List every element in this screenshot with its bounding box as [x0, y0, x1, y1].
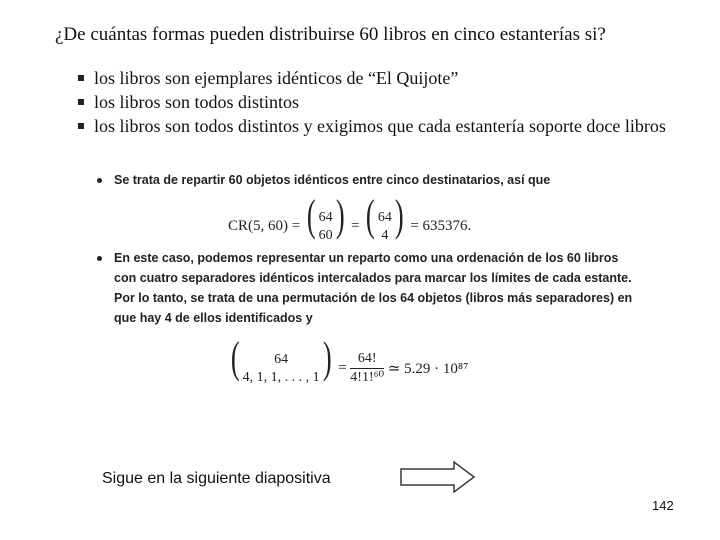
bullet-item	[78, 66, 666, 90]
page-number: 142	[652, 498, 674, 513]
slide-question: ¿De cuántas formas pueden distribuirse 60 libros en cinco estanterías si?	[55, 24, 606, 45]
equation-cr: CR(5, 60) = ( 64 60 ) = ( 64 4 ) = 635376.	[228, 191, 472, 243]
dot-bullet-icon	[97, 256, 102, 261]
binomial-1: 64 60	[318, 209, 333, 243]
square-bullet-icon	[78, 75, 84, 81]
equation-multinomial: ( 64 4, 1, 1, . . . , 1 ) = $\frac{64!}{\text{4!1!⁶⁰}}$ ≃ 5.29 · 10⁸⁷	[230, 333, 469, 386]
solution-text: que hay 4 de ellos identificados y	[114, 311, 313, 325]
eq-lhs: CR(5, 60) =	[228, 218, 301, 235]
bullet-list	[78, 66, 666, 138]
dot-bullet-icon	[97, 178, 102, 183]
bullet-item	[78, 90, 666, 114]
multinomial: 64 4, 1, 1, . . . , 1	[242, 351, 320, 385]
solution-text: Por lo tanto, se trata de una permutación de los 64 objetos (libros más separadores) en	[114, 291, 633, 305]
square-bullet-icon	[78, 99, 84, 105]
fraction: $\frac{64!}{\text{4!1!⁶⁰}}$	[350, 351, 385, 386]
eq-result: = 635376.	[410, 218, 472, 235]
continue-text: Sigue en la siguiente diapositiva	[102, 470, 331, 487]
eq-approx: ≃ 5.29 · 10⁸⁷	[387, 361, 469, 378]
bullet-text: los libros son todos distintos y exigimos que cada estantería soporte doce libros	[94, 116, 666, 136]
bullet-text: los libros son todos distintos	[94, 92, 300, 112]
binomial-2: 64 4	[377, 209, 392, 243]
solution-text: con cuatro separadores idénticos intercalados para marcar los límites de cada estante.	[114, 271, 632, 285]
solution-text: En este caso, podemos representar un reparto como una ordenación de los 60 libros	[114, 251, 619, 265]
bullet-text: los libros son ejemplares idénticos de “El Quijote”	[94, 68, 459, 88]
square-bullet-icon	[78, 123, 84, 129]
solution-item-2	[100, 248, 633, 328]
bullet-item	[78, 114, 666, 138]
solution-text: Se trata de repartir 60 objetos idénticos entre cinco destinatarios, así que	[114, 173, 551, 187]
next-arrow-icon[interactable]	[400, 461, 476, 493]
